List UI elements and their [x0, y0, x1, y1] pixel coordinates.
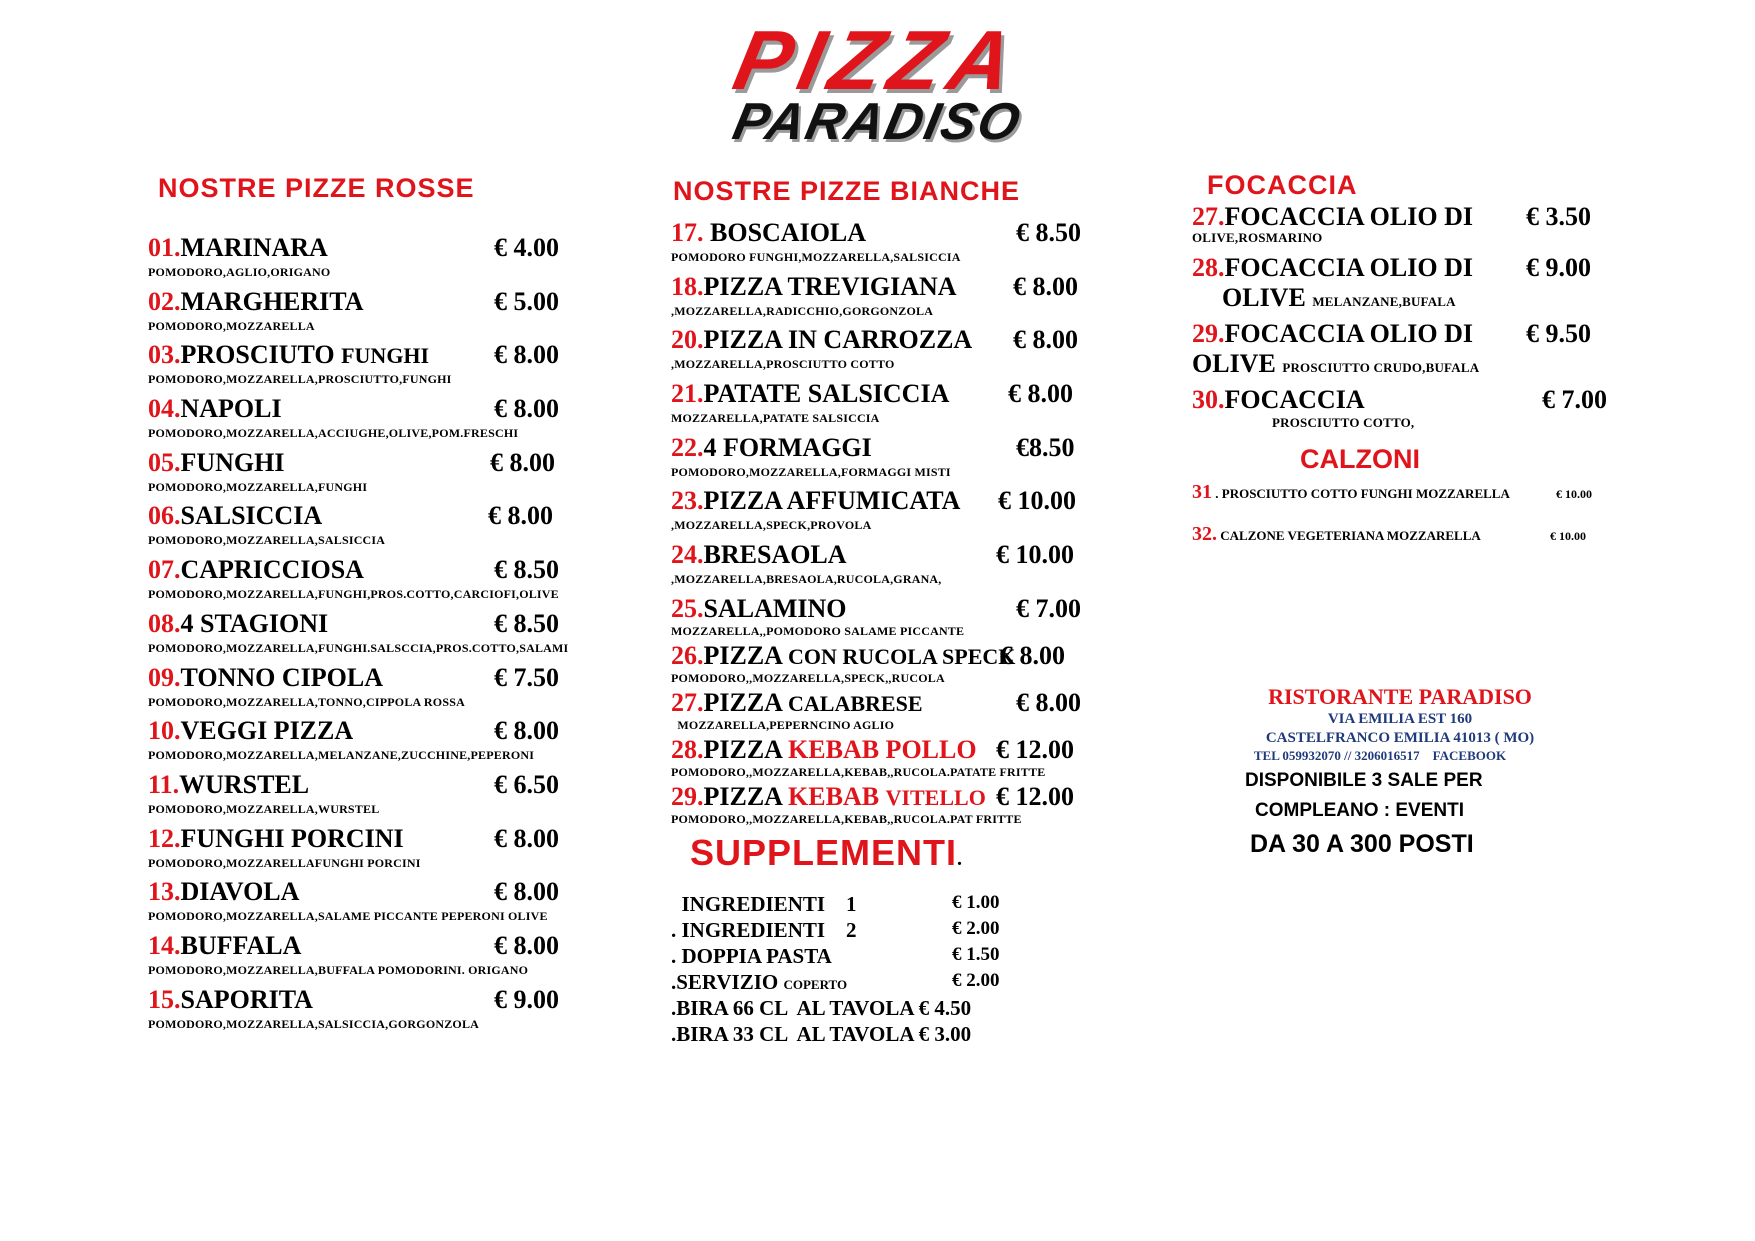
telephone: TEL 059932070 // 3206016517 FACEBOOK	[1253, 748, 1507, 763]
item-number: 26.	[671, 640, 704, 670]
item-title: NAPOLI	[180, 394, 282, 424]
item-number: 06.	[148, 501, 181, 531]
list-item	[148, 769, 568, 823]
item-number: 08.	[148, 608, 181, 638]
item-title: PIZZA	[703, 734, 782, 764]
item-ingredients: POMODORO,MOZZARELLA,FUNGHI	[148, 479, 368, 494]
list-item: 30.FOCACCIA € 7.00 PROSCIUTTO COTTO,	[1192, 385, 1607, 430]
item-title: DIAVOLA	[180, 877, 300, 907]
item-title: BUFFALA	[180, 930, 302, 960]
item-price: € 8.50	[494, 608, 559, 638]
item-price: € 8.00	[494, 930, 559, 960]
item-ingredients: POMODORO,MOZZARELLA,TONNO,CIPPOLA ROSSA	[148, 694, 465, 709]
item-ingredients: POMODORO,,MOZZARELLA,SPECK,,RUCOLA	[671, 670, 945, 685]
item-title-highlight: KEBAB	[788, 781, 880, 811]
item-ingredients: ,MOZZARELLA,SPECK,PROVOLA	[671, 518, 872, 533]
item-number: 29.	[671, 781, 704, 811]
item-number: 13.	[148, 877, 181, 907]
item-title: TONNO CIPOLA	[180, 662, 383, 692]
list-item	[671, 735, 1101, 782]
item-number: 07.	[148, 555, 181, 585]
item-ingredients: MOZZARELLA,PEPERNCINO AGLIO	[671, 717, 895, 732]
list-item	[671, 486, 1101, 540]
item-title: 4 STAGIONI	[180, 608, 329, 638]
item-price: € 8.00	[1000, 640, 1065, 670]
item-ingredients: POMODORO,MOZZARELLAFUNGHI PORCINI	[148, 855, 421, 870]
item-price: € 8.50	[1016, 218, 1081, 247]
info-line-3: DA 30 A 300 POSTI	[1250, 830, 1474, 858]
supplement-price: € 1.50	[952, 944, 1000, 965]
item-number: 05.	[148, 447, 181, 477]
item-title: SAPORITA	[180, 984, 313, 1014]
item-price: € 7.00	[1016, 593, 1081, 623]
logo-paradiso: PARADISO	[728, 93, 1027, 151]
item-ingredients: POMODORO,MOZZARELLA,ACCIUGHE,OLIVE,POM.FRESCHI	[148, 426, 519, 441]
list-item: 27.FOCACCIA OLIO DI € 3.50 OLIVE,ROSMARINO	[1192, 202, 1591, 245]
item-ingredients: POMODORO,,MOZZARELLA,KEBAB,,RUCOLA.PAT FRITTE	[671, 811, 1022, 826]
item-price: €8.50	[1016, 432, 1075, 462]
item-ingredients: POMODORO,MOZZARELLA,SALSICCIA	[148, 533, 386, 548]
supplement-row	[671, 970, 1031, 996]
supplement-row	[671, 996, 1031, 1022]
supplement-label: .SERVIZIO	[671, 970, 779, 994]
menu-column-rosse	[148, 232, 568, 1037]
item-price: € 5.00	[494, 286, 559, 316]
supplement-label: .BIRA 33 CL AL TAVOLA € 3.00	[671, 1022, 972, 1046]
item-number: 24.	[671, 540, 704, 570]
list-item	[148, 823, 568, 877]
menu-column-bianche	[671, 218, 1101, 829]
item-title-suffix: CALABRESE	[788, 690, 923, 716]
list-item	[148, 984, 568, 1038]
item-number: 03.	[148, 340, 181, 370]
supplement-label: . INGREDIENTI 2	[671, 918, 857, 942]
item-title: VEGGI PIZZA	[180, 716, 354, 746]
item-ingredients: POMODORO,MOZZARELLA,WURSTEL	[148, 801, 380, 816]
item-price: € 8.00	[494, 877, 559, 907]
list-item	[148, 447, 568, 501]
item-title: BRESAOLA	[703, 540, 847, 570]
logo-pizza: PIZZA	[726, 13, 1029, 107]
item-title: SALAMINO	[703, 593, 847, 623]
item-ingredients: POMODORO,MOZZARELLA,FORMAGGI MISTI	[671, 464, 951, 479]
item-ingredients: POMODORO,AGLIO,ORIGANO	[148, 265, 331, 279]
list-item	[148, 232, 568, 286]
item-number: 11.	[148, 769, 180, 799]
supplementi-list	[671, 892, 1031, 1048]
item-title: PROSCIUTO	[180, 340, 335, 370]
item-title: PIZZA IN CARROZZA	[703, 325, 973, 355]
item-number: 22.	[671, 432, 704, 462]
list-item	[148, 554, 568, 608]
item-number: 18.	[671, 271, 704, 301]
item-number: 17.	[671, 218, 704, 247]
menu-column-focaccia	[1192, 202, 1622, 441]
list-item	[671, 641, 1101, 688]
list-item	[671, 272, 1101, 326]
item-price: € 12.00	[996, 734, 1074, 764]
item-price: € 7.50	[494, 662, 559, 692]
item-ingredients: POMODORO,MOZZARELLA,FUNGHI,PROS.COTTO,CARCIOFI,OLIVE	[148, 587, 559, 602]
item-price: € 4.00	[494, 233, 559, 262]
item-number: 27.	[671, 687, 704, 717]
supplement-label: .BIRA 66 CL AL TAVOLA € 4.50	[671, 996, 972, 1020]
item-ingredients: ,MOZZARELLA,RADICCHIO,GORGONZOLA	[671, 303, 934, 318]
supplement-row	[671, 892, 1031, 918]
item-number: 25.	[671, 593, 704, 623]
item-price: € 6.50	[494, 769, 559, 799]
item-number: 09.	[148, 662, 181, 692]
item-price: € 8.00	[1008, 379, 1073, 409]
item-title: 4 FORMAGGI	[703, 432, 872, 462]
item-price: € 8.00	[494, 394, 559, 424]
item-number: 02.	[148, 286, 181, 316]
calzoni-list	[1192, 481, 1632, 553]
info-line-2: COMPLEANO : EVENTI	[1255, 800, 1465, 821]
section-title-calzoni: CALZONI	[1300, 444, 1420, 474]
supplement-row	[671, 944, 1031, 970]
item-ingredients: ,MOZZARELLA,PROSCIUTTO COTTO	[671, 357, 895, 372]
list-item: 28.FOCACCIA OLIO DI € 9.00 OLIVE MELANZANE,BUFALA	[1192, 253, 1591, 312]
item-number: 01.	[148, 233, 181, 262]
list-item	[671, 782, 1101, 829]
item-number: 28.	[671, 734, 704, 764]
item-number: 23.	[671, 486, 704, 516]
item-title: SALSICCIA	[180, 501, 323, 531]
item-title: CAPRICCIOSA	[180, 555, 364, 585]
list-item	[148, 393, 568, 447]
list-item	[671, 594, 1101, 641]
restaurant-name: RISTORANTE PARADISO	[1268, 684, 1532, 709]
item-number: 10.	[148, 716, 181, 746]
list-item	[148, 339, 568, 393]
item-price: € 8.50	[494, 555, 559, 585]
item-title: PATATE SALSICCIA	[703, 379, 950, 409]
item-ingredients: MOZZARELLA,,POMODORO SALAME PICCANTE	[671, 623, 965, 638]
item-price: € 8.00	[490, 447, 555, 477]
supplement-price: € 2.00	[952, 918, 1000, 939]
item-title: PIZZA TREVIGIANA	[703, 271, 957, 301]
info-line-1: DISPONIBILE 3 SALE PER	[1245, 770, 1483, 791]
item-ingredients: POMODORO,MOZZARELLA,MELANZANE,ZUCCHINE,PEPERONI	[148, 748, 535, 763]
list-item	[148, 608, 568, 662]
item-price: € 9.00	[494, 984, 559, 1014]
list-item: 29.FOCACCIA OLIO DI € 9.50 OLIVE PROSCIUTTO CRUDO,BUFALA	[1192, 319, 1591, 378]
item-title: PIZZA	[703, 640, 782, 670]
item-ingredients: ,MOZZARELLA,BRESAOLA,RUCOLA,GRANA,	[671, 572, 942, 587]
list-item	[148, 286, 568, 340]
item-ingredients: POMODORO,MOZZARELLA	[148, 318, 315, 333]
supplement-label: INGREDIENTI 1	[671, 892, 857, 916]
item-title: MARGHERITA	[180, 286, 364, 316]
item-number: 20.	[671, 325, 704, 355]
list-item	[148, 500, 568, 554]
item-price: € 8.00	[1013, 271, 1078, 301]
list-item	[671, 379, 1101, 433]
section-title-bianche: NOSTRE PIZZE BIANCHE	[673, 176, 1021, 206]
item-ingredients: POMODORO FUNGHI,MOZZARELLA,SALSICCIA	[671, 250, 961, 264]
section-title-focaccia: FOCACCIA	[1207, 170, 1358, 200]
item-price: € 10.00	[998, 486, 1076, 516]
item-price: € 8.00	[494, 340, 559, 370]
item-price: € 8.00	[494, 716, 559, 746]
item-title-highlight: KEBAB POLLO	[788, 734, 977, 764]
list-item: 31 . PROSCIUTTO COTTO FUNGHI MOZZARELLA € 10.00	[1192, 481, 1592, 503]
supplement-label-suffix: COPERTO	[783, 977, 848, 992]
supplement-price: € 1.00	[952, 892, 1000, 913]
item-ingredients: POMODORO,MOZZARELLA,SALSICCIA,GORGONZOLA	[148, 1016, 480, 1031]
item-ingredients: MOZZARELLA,PATATE SALSICCIA	[671, 411, 880, 426]
list-item	[148, 876, 568, 930]
list-item	[671, 433, 1101, 487]
item-ingredients: POMODORO,MOZZARELLA,FUNGHI.SALSCCIA,PROS.COTTO,SALAMI	[148, 640, 569, 655]
item-price: € 8.00	[1013, 325, 1078, 355]
item-title: FUNGHI PORCINI	[180, 823, 404, 853]
item-price: € 8.00	[1016, 687, 1081, 717]
item-ingredients: POMODORO,MOZZARELLA,SALAME PICCANTE PEPERONI OLIVE	[148, 909, 548, 924]
item-title: WURSTEL	[179, 769, 310, 799]
item-price: € 8.00	[494, 823, 559, 853]
supplement-price: € 2.00	[952, 970, 1000, 991]
item-price: € 12.00	[996, 781, 1074, 811]
list-item	[148, 715, 568, 769]
section-title-rosse: NOSTRE PIZZE ROSSE	[158, 173, 475, 203]
item-ingredients: POMODORO,MOZZARELLA,PROSCIUTTO,FUNGHI	[148, 372, 452, 387]
item-number: 21.	[671, 379, 704, 409]
address-line-2: CASTELFRANCO EMILIA 41013 ( MO)	[1265, 730, 1535, 746]
list-item	[148, 930, 568, 984]
list-item: 32. CALZONE VEGETERIANA MOZZARELLA € 10.00	[1192, 523, 1586, 545]
item-title-suffix: FUNGHI	[341, 343, 430, 369]
list-item	[671, 325, 1101, 379]
supplement-row	[671, 1022, 1031, 1048]
item-title: MARINARA	[180, 233, 328, 262]
supplement-label: . DOPPIA PASTA	[671, 944, 832, 968]
item-title-suffix: CON RUCOLA SPECK	[788, 643, 1016, 669]
item-price: € 8.00	[488, 501, 553, 531]
item-title-highlight-suffix: VITELLO	[885, 784, 986, 810]
item-title: PIZZA	[703, 687, 782, 717]
item-title: FUNGHI	[180, 447, 285, 477]
item-number: 12.	[148, 823, 181, 853]
item-title: PIZZA AFFUMICATA	[703, 486, 961, 516]
item-ingredients: POMODORO,MOZZARELLA,BUFFALA POMODORINI. ORIGANO	[148, 962, 529, 977]
address-line-1: VIA EMILIA EST 160	[1327, 711, 1473, 727]
list-item	[671, 540, 1101, 594]
item-number: 14.	[148, 930, 181, 960]
list-item	[148, 662, 568, 716]
item-number: 04.	[148, 394, 181, 424]
item-ingredients: POMODORO,,MOZZARELLA,KEBAB,,RUCOLA.PATATE FRITTE	[671, 764, 1046, 779]
supplement-row	[671, 918, 1031, 944]
section-title-supplementi: SUPPLEMENTI.	[690, 832, 964, 873]
item-number: 15.	[148, 984, 181, 1014]
item-title: PIZZA	[703, 781, 782, 811]
list-item	[671, 688, 1101, 735]
item-price: € 10.00	[996, 540, 1074, 570]
list-item	[671, 218, 1101, 272]
item-title: BOSCAIOLA	[703, 218, 867, 247]
